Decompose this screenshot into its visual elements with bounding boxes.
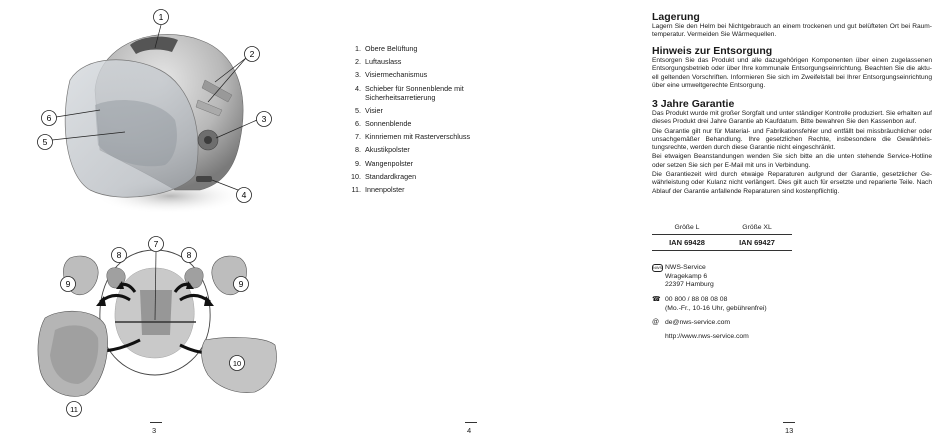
svg-text:11: 11: [70, 405, 78, 414]
page-number-left: 3: [152, 426, 157, 435]
parts-list-item: [345, 172, 515, 181]
callout-3: [257, 112, 272, 127]
part-number: 7.: [355, 132, 361, 142]
svg-text:6: 6: [46, 113, 52, 123]
svg-text:4: 4: [241, 190, 247, 200]
disposal-text: Entsorgen Sie das Produkt und alle dazugehörigen Komponenten über einen zugelassenen Entsorgungsbetrieb oder über Ihre kommunale Entsorgungseinrichtung. Beachten Sie die aktu-ell geltenden Vorschriften. Informieren Sie sich im Zweifelsfall bei Ihrer Entsorgungseinrichtung über eine umweltgerechte Entsorgung.: [652, 57, 932, 89]
size-xl-header: Größe XL: [722, 222, 792, 235]
svg-text:8: 8: [116, 250, 122, 260]
part-label: Standardkragen: [365, 171, 417, 181]
part-label: Luftauslass: [365, 57, 402, 67]
part-number: 1.: [355, 44, 361, 53]
callout-2: [245, 47, 260, 62]
parts-list-item: [345, 57, 515, 66]
street: Wragekamp 6: [665, 272, 708, 280]
callout-6: [42, 111, 57, 126]
svg-text:9: 9: [238, 279, 244, 289]
part-label: Obere Belüftung: [365, 44, 418, 53]
storage-section: [652, 11, 932, 40]
warranty-paragraph: Die Garantiezeit wird durch etwaige Reparaturen aufgrund der Garantie, gesetzlicher Ge-währleistung oder Kulanz nicht verlängert. Dies gilt auch für ersetzte und reparierte Teile. Nach Ablauf der Garantie anfallende Reparaturen sind kostenpflichtig.: [652, 171, 932, 195]
warranty-paragraph: Bei etwaigen Beanstandungen wenden Sie sich bitte an die unten stehende Service-Hotline oder setzen Sie sich per E-Mail mit uns in Verbindung.: [652, 153, 932, 169]
parts-list-item: [345, 132, 515, 141]
contact-web: [652, 333, 749, 342]
part-number: 11.: [351, 184, 361, 194]
callout-8-left: [112, 248, 127, 263]
parts-list-item: [345, 145, 515, 154]
warranty-section: [652, 98, 932, 196]
part-label: Kinnriemen mit Rasterverschluss: [365, 132, 471, 142]
part-label: Wangenpolster: [365, 158, 414, 168]
svg-text:5: 5: [42, 137, 48, 147]
part-number: 4.: [355, 83, 361, 93]
storage-text: Lagern Sie den Helm bei Nichtgebrauch an einem trockenen und gut belüfteten Ort bei Raum-temperatur. Vermeiden Sie Wärmequellen.: [652, 23, 932, 39]
callout-9-right: [234, 277, 249, 292]
callout-4: [237, 188, 252, 203]
parts-list-item: [345, 70, 515, 79]
callout-5: [38, 135, 53, 150]
ian-l: IAN 69428: [652, 235, 722, 251]
page-number-middle: 4: [467, 426, 472, 435]
email-link[interactable]: de@nws-service.com: [665, 319, 731, 326]
part-number: 10.: [351, 171, 361, 181]
callout-9-left: [61, 277, 76, 292]
disposal-heading: Hinweis zur Entsorgung: [652, 45, 773, 57]
part-label: Visier: [365, 105, 383, 115]
part-number: 9.: [355, 158, 361, 168]
company-name: NWS-Service: [665, 264, 706, 271]
size-ian-table: [652, 222, 792, 251]
contact-address: [652, 264, 714, 290]
page-left: [0, 0, 320, 445]
parts-list-item: [345, 106, 515, 115]
callout-10: [230, 356, 245, 371]
part-label: Innenpolster: [365, 184, 405, 194]
web-link[interactable]: http://www.nws-service.com: [665, 333, 749, 340]
contact-phone: [652, 296, 767, 313]
warranty-paragraph: Die Garantie gilt nur für Material- und Fabrikationsfehler und entfällt bei missbräuchlicher oder unsachgemäßer Behandlung. Ihre gesetzlichen Rechte, insbesondere die Gewährleis-tungsrechte, werden durch diese Garantie nicht eingeschränkt.: [652, 127, 932, 152]
callout-7: [149, 237, 164, 252]
svg-text:9: 9: [65, 279, 71, 289]
parts-list-item: [345, 185, 515, 194]
phone-icon: ☎: [652, 296, 661, 303]
svg-text:1: 1: [158, 12, 164, 22]
contact-email: [652, 319, 730, 328]
svg-text:3: 3: [261, 114, 267, 124]
phone-number[interactable]: 00 800 / 88 08 08 08: [665, 296, 728, 303]
warranty-heading: 3 Jahre Garantie: [652, 98, 735, 110]
warranty-paragraph: Das Produkt wurde mit großer Sorgfalt und unter ständiger Kontrolle produziert. Sie erhalten auf dieses Produkt drei Jahre Garantie ab Kaufdatum. Bitte bewahren Sie den Kassenbon auf.: [652, 110, 933, 126]
part-label: Akustikpolster: [365, 145, 410, 155]
part-number: 8.: [355, 145, 361, 155]
page-number-right: 13: [785, 426, 794, 435]
part-label: Schieber für Sonnenblende mit Sicherheitsarretierung: [365, 83, 464, 102]
size-l-header: Größe L: [652, 222, 722, 235]
parts-list-item: [345, 119, 515, 128]
svg-text:10: 10: [232, 359, 242, 368]
helmet-illustration: [0, 0, 320, 420]
email-icon: @: [652, 319, 660, 326]
svg-text:2: 2: [249, 49, 255, 59]
svg-text:7: 7: [153, 239, 159, 249]
part-label: Visiermechanismus: [365, 70, 428, 80]
part-number: 5.: [355, 105, 361, 115]
phone-hours: (Mo.-Fr., 10-16 Uhr, gebührenfrei): [665, 304, 767, 312]
svg-text:8: 8: [186, 250, 192, 260]
parts-list-item: [345, 159, 515, 168]
city: 22397 Hamburg: [665, 281, 714, 288]
part-number: 3.: [355, 70, 361, 80]
nws-logo-icon: NWS: [653, 265, 663, 270]
part-label: Sonnenblende: [365, 118, 412, 128]
parts-list: [345, 44, 515, 198]
ian-xl: IAN 69427: [722, 235, 792, 251]
disposal-section: [652, 45, 932, 90]
callout-1: [154, 10, 169, 25]
callout-8-right: [182, 248, 197, 263]
part-number: 6.: [355, 118, 361, 128]
storage-heading: Lagerung: [652, 11, 700, 23]
callout-11: [67, 402, 82, 417]
parts-list-item: [345, 44, 515, 53]
part-number: 2.: [355, 57, 361, 67]
parts-list-item: [345, 84, 515, 102]
